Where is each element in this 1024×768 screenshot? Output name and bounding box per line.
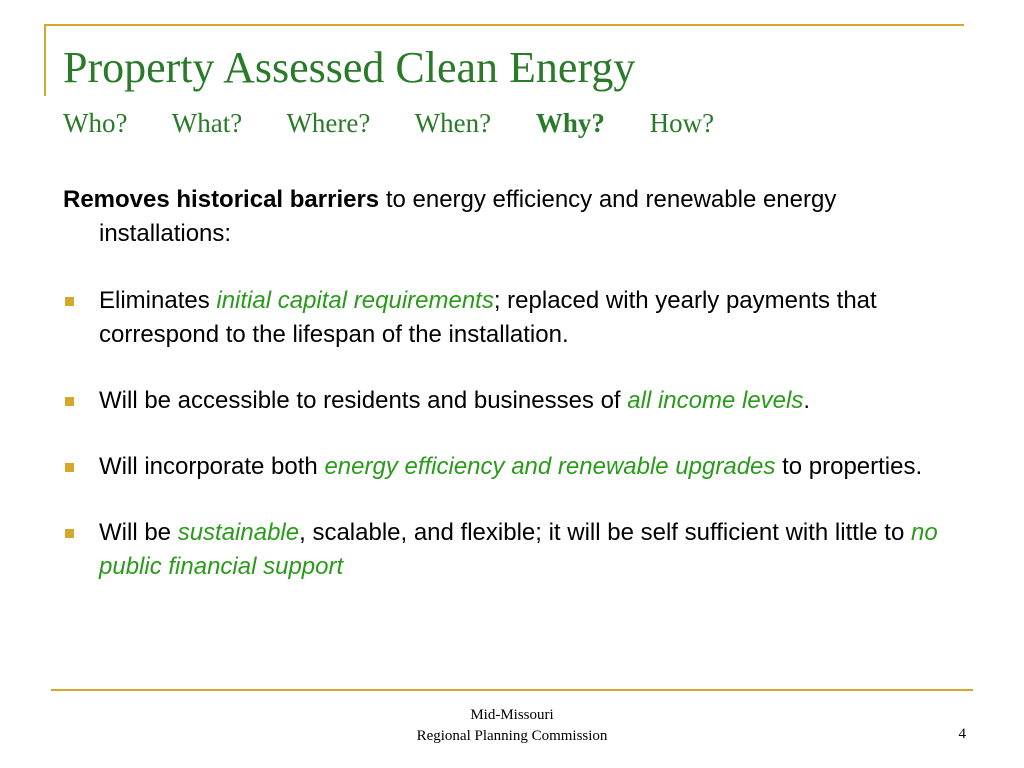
bullet-item xyxy=(63,450,963,484)
subtitle-who: Who? xyxy=(63,108,128,138)
bullet-emphasis: initial capital requirements xyxy=(216,287,494,314)
subtitle-what: What? xyxy=(171,108,243,138)
subtitle-how: How? xyxy=(649,108,715,138)
slide-body xyxy=(63,183,963,616)
bullet-item xyxy=(63,284,963,352)
bullet-emphasis: all income levels xyxy=(627,387,804,414)
intro-text: to energy efficiency and renewable energy installations: xyxy=(99,186,837,247)
bullet-emphasis: no public financial support xyxy=(99,519,938,580)
intro-bold-text: Removes historical barriers xyxy=(63,186,380,213)
square-bullet-icon xyxy=(65,529,74,538)
slide-subtitle xyxy=(63,108,752,139)
bullet-emphasis: sustainable xyxy=(177,519,300,546)
header-frame-left-line xyxy=(44,24,46,96)
subtitle-where: Where? xyxy=(286,108,371,138)
bullet-item xyxy=(63,516,963,584)
bullet-item xyxy=(63,384,963,418)
page-number: 4 xyxy=(958,726,966,742)
footer-line-1: Mid-Missouri xyxy=(470,707,554,723)
square-bullet-icon xyxy=(65,297,74,306)
footer-line-2: Regional Planning Commission xyxy=(416,728,608,744)
footer-divider xyxy=(51,689,973,691)
bullet-emphasis: energy efficiency and renewable upgrades xyxy=(324,453,776,480)
bullet-text: to properties. xyxy=(775,453,923,480)
bullet-text: Eliminates xyxy=(99,287,217,314)
slide-title: Property Assessed Clean Energy xyxy=(63,43,636,92)
bullet-text: , scalable, and flexible; it will be self sufficient with little to xyxy=(299,519,911,546)
square-bullet-icon xyxy=(65,463,74,472)
intro-paragraph xyxy=(63,183,963,251)
footer-organization xyxy=(0,705,1024,747)
bullet-text: ; replaced with yearly payments that correspond to the lifespan of the installation. xyxy=(99,287,877,348)
bullet-text: Will incorporate both xyxy=(99,453,325,480)
header-frame-top-line xyxy=(44,24,964,26)
subtitle-why: Why? xyxy=(535,108,605,138)
subtitle-when: When? xyxy=(414,108,492,138)
square-bullet-icon xyxy=(65,397,74,406)
bullet-text: Will be accessible to residents and businesses of xyxy=(99,387,628,414)
bullet-text: Will be xyxy=(99,519,178,546)
bullet-text: . xyxy=(803,387,811,414)
